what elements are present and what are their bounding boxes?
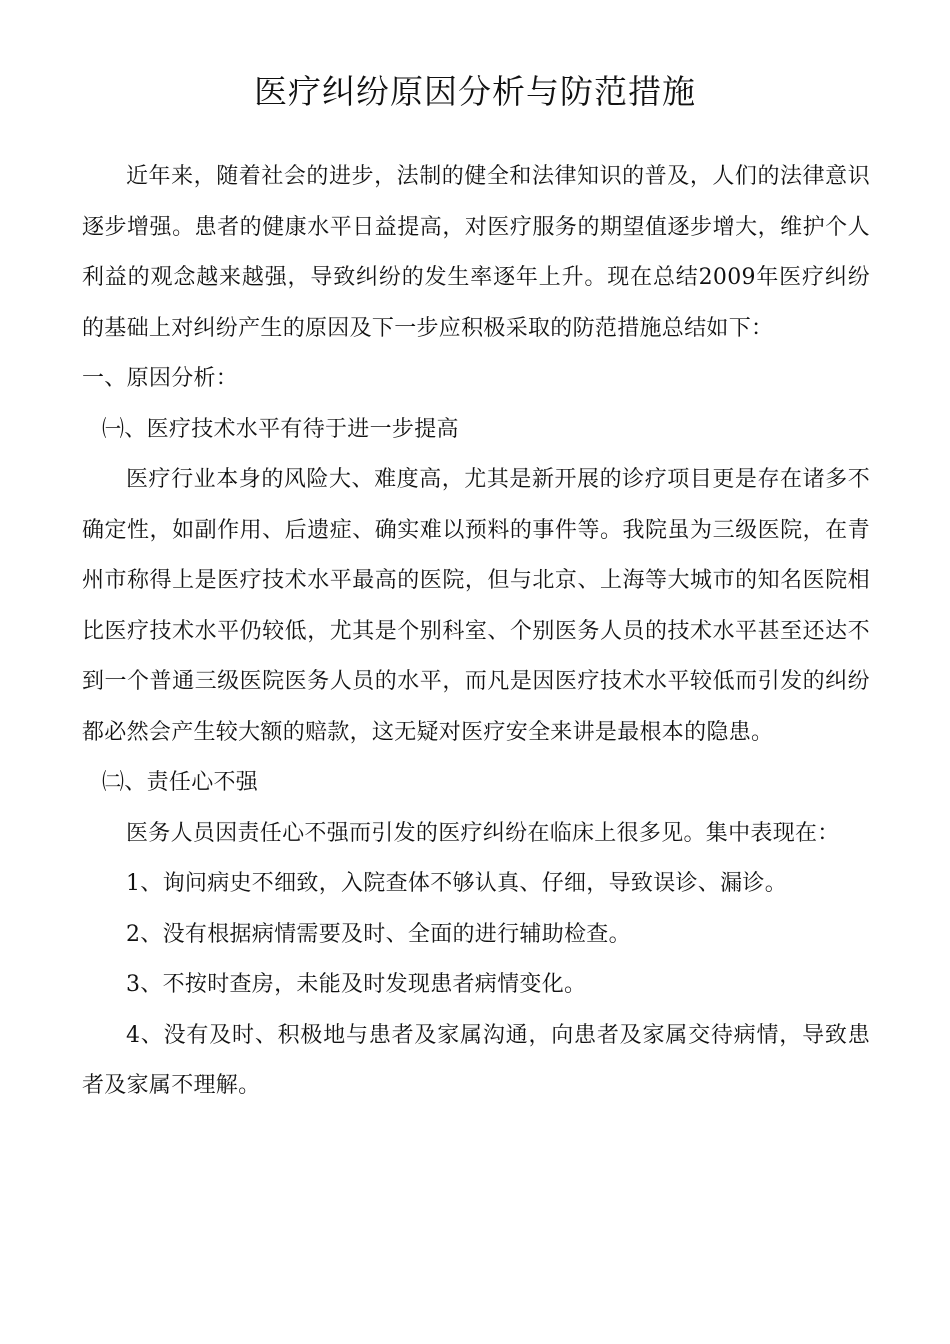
list-item: 2、没有根据病情需要及时、全面的进行辅助检查。 xyxy=(126,921,631,947)
subsection-heading-responsibility: ㈡、责任心不强 xyxy=(102,770,259,795)
document-title: 医疗纠纷原因分析与防范措施 xyxy=(254,72,696,111)
document-body xyxy=(82,152,870,1112)
list-item: 1、询问病史不细致，入院查体不够认真、仔细，导致误诊、漏诊。 xyxy=(126,871,787,896)
subsection-body-technical-level: 医疗行业本身的风险大、难度高，尤其是新开展的诊疗项目更是存在诸多不确定性，如副作用、后遗症、确实难以预料的事件等。我院虽为三级医院，在青州市称得上是医疗技术水平最高的医院，但与北京、上海等大城市的知名医院相比医疗技术水平仍较低，尤其是个别科室、个别医务人员的技术水平甚至还达不到一个普通三级医院医务人员的水平，而凡是因医疗技术水平较低而引发的纠纷都必然会产生较大额的赔款，这无疑对医疗安全来讲是最根本的隐患。 xyxy=(82,467,870,745)
list-item: 3、不按时查房，未能及时发现患者病情变化。 xyxy=(126,972,587,997)
section-heading-cause-analysis: 一、原因分析： xyxy=(82,366,239,391)
intro-paragraph: 近年来，随着社会的进步，法制的健全和法律知识的普及，人们的法律意识逐步增强。患者的健康水平日益提高，对医疗服务的期望值逐步增大，维护个人利益的观念越来越强，导致纠纷的发生率逐年上升。现在总结2009年医疗纠纷的基础上对纠纷产生的原因及下一步应积极采取的防范措施总结如下： xyxy=(82,164,870,341)
list-item: 4、没有及时、积极地与患者及家属沟通，向患者及家属交待病情，导致患者及家属不理解。 xyxy=(82,1022,870,1098)
subsection-heading-technical-level: ㈠、医疗技术水平有待于进一步提高 xyxy=(102,416,459,442)
subsection-body-responsibility: 医务人员因责任心不强而引发的医疗纠纷在临床上很多见。集中表现在： xyxy=(126,820,840,846)
